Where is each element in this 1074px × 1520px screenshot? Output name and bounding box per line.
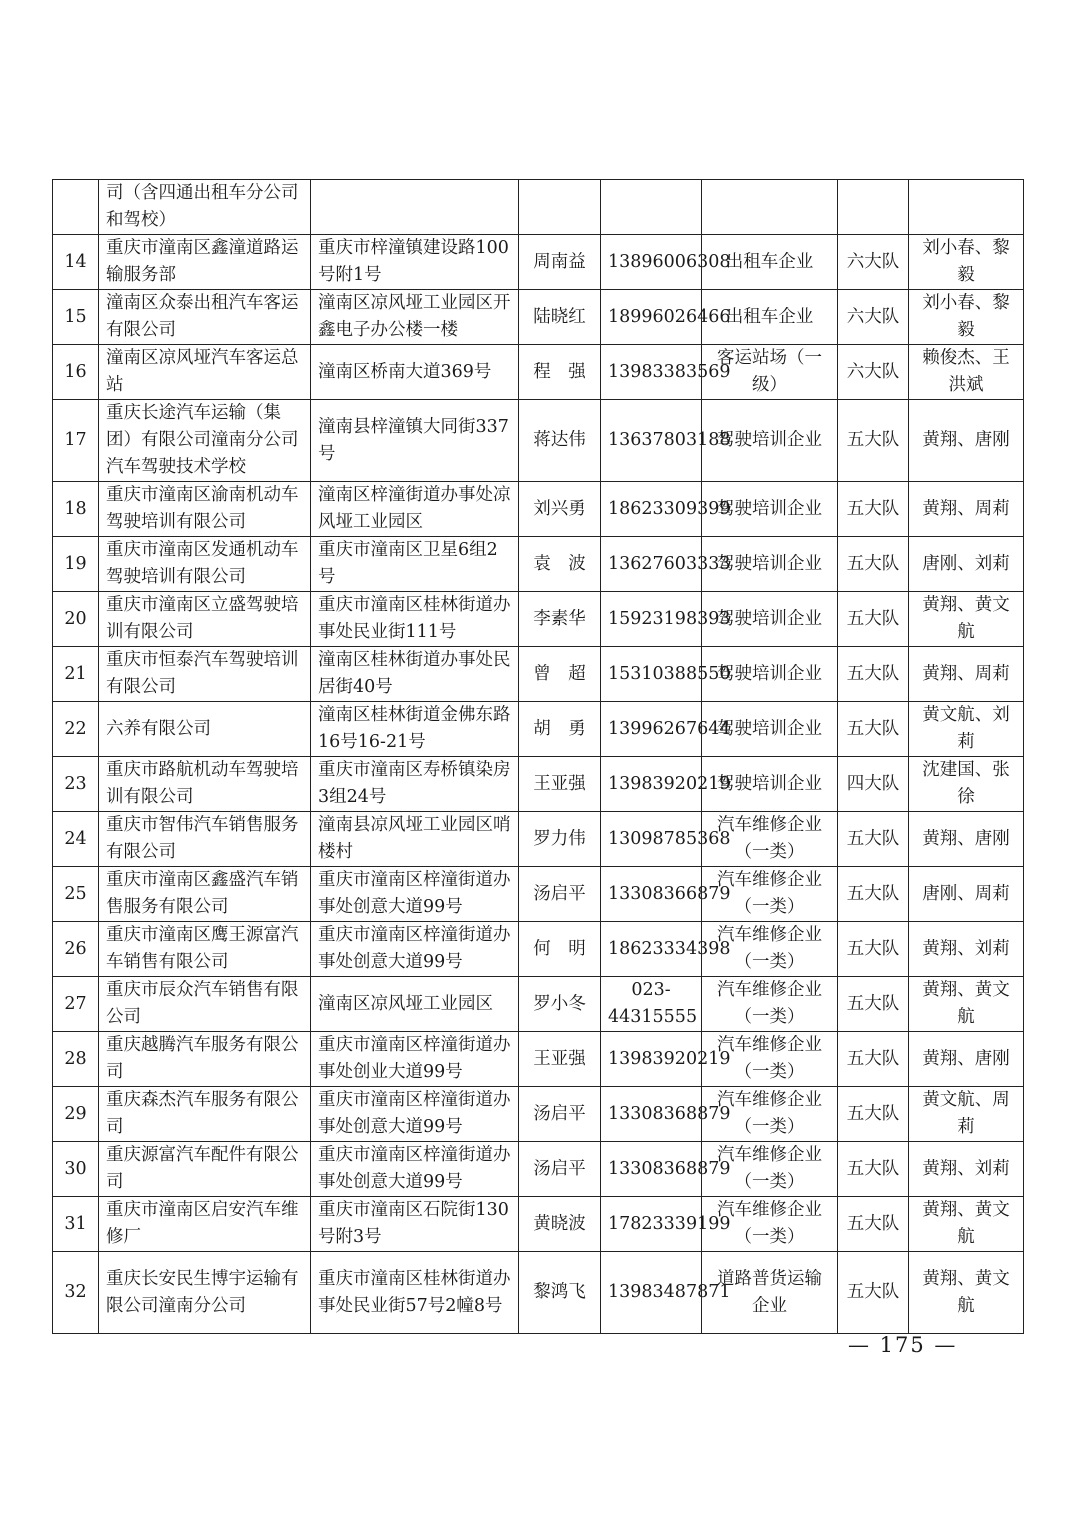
supervisors: 黄翔、黄文航 [909, 592, 1024, 647]
enforcement-team [838, 180, 909, 235]
table-row [53, 482, 1024, 537]
contact-phone: 18996026466 [601, 290, 702, 345]
company-address: 重庆市潼南区桂林街道办事处民业街57号2幢8号 [311, 1252, 519, 1334]
table-row [53, 537, 1024, 592]
enforcement-team: 五大队 [838, 400, 909, 482]
company-name: 重庆市潼南区鑫潼道路运输服务部 [99, 235, 311, 290]
enterprise-category: 汽车维修企业（一类） [702, 812, 838, 867]
supervisors: 黄翔、周莉 [909, 482, 1024, 537]
enterprise-category: 汽车维修企业（一类） [702, 922, 838, 977]
table-row [53, 1032, 1024, 1087]
company-address: 潼南区桂林街道办事处民居街40号 [311, 647, 519, 702]
company-name: 重庆市智伟汽车销售服务有限公司 [99, 812, 311, 867]
contact-phone: 18623309399 [601, 482, 702, 537]
enterprise-category: 汽车维修企业（一类） [702, 977, 838, 1032]
enterprise-category: 道路普货运输企业 [702, 1252, 838, 1334]
company-name: 重庆长安民生博宇运输有限公司潼南分公司 [99, 1252, 311, 1334]
contact-person: 袁 波 [519, 537, 601, 592]
contact-phone: 13983383569 [601, 345, 702, 400]
company-address: 潼南区梓潼街道办事处凉风垭工业园区 [311, 482, 519, 537]
enforcement-team: 六大队 [838, 345, 909, 400]
contact-phone: 13637803188 [601, 400, 702, 482]
enforcement-team: 五大队 [838, 647, 909, 702]
supervisors: 黄文航、刘莉 [909, 702, 1024, 757]
company-address: 潼南区凉风垭工业园区开鑫电子办公楼一楼 [311, 290, 519, 345]
company-address: 重庆市潼南区梓潼街道办事处创意大道99号 [311, 1142, 519, 1197]
row-number: 21 [53, 647, 99, 702]
company-address: 潼南区桂林街道金佛东路16号16-21号 [311, 702, 519, 757]
enforcement-team: 五大队 [838, 922, 909, 977]
supervisors: 沈建国、张徐 [909, 757, 1024, 812]
row-number: 32 [53, 1252, 99, 1334]
contact-phone: 15310388550 [601, 647, 702, 702]
company-name: 重庆越腾汽车服务有限公司 [99, 1032, 311, 1087]
contact-phone: 15923198393 [601, 592, 702, 647]
row-number [53, 180, 99, 235]
company-name: 重庆市潼南区渝南机动车驾驶培训有限公司 [99, 482, 311, 537]
table-row [53, 1252, 1024, 1334]
company-address: 潼南县梓潼镇大同街337号 [311, 400, 519, 482]
supervisors: 唐刚、刘莉 [909, 537, 1024, 592]
company-name: 重庆市潼南区鹰王源富汽车销售有限公司 [99, 922, 311, 977]
supervisors: 黄翔、刘莉 [909, 1142, 1024, 1197]
row-number: 18 [53, 482, 99, 537]
table-row [53, 345, 1024, 400]
contact-person: 黄晓波 [519, 1197, 601, 1252]
contact-phone: 13983487871 [601, 1252, 702, 1334]
contact-phone: 023-44315555 [601, 977, 702, 1032]
supervisors: 刘小春、黎毅 [909, 290, 1024, 345]
table-row [53, 400, 1024, 482]
contact-person: 蒋达伟 [519, 400, 601, 482]
contact-phone: 13308368879 [601, 1087, 702, 1142]
company-address: 重庆市潼南区梓潼街道办事处创业大道99号 [311, 1032, 519, 1087]
enterprise-category: 驾驶培训企业 [702, 702, 838, 757]
supervisors: 黄翔、刘莉 [909, 922, 1024, 977]
company-address: 潼南区桥南大道369号 [311, 345, 519, 400]
enforcement-team: 五大队 [838, 592, 909, 647]
company-address: 重庆市潼南区寿桥镇染房3组24号 [311, 757, 519, 812]
table-row [53, 977, 1024, 1032]
company-address: 重庆市梓潼镇建设路100号附1号 [311, 235, 519, 290]
enforcement-team: 五大队 [838, 1142, 909, 1197]
table-row [53, 1142, 1024, 1197]
enterprise-category [702, 180, 838, 235]
contact-person: 黎鸿飞 [519, 1252, 601, 1334]
row-number: 31 [53, 1197, 99, 1252]
contact-phone: 13996267644 [601, 702, 702, 757]
company-address: 重庆市潼南区梓潼街道办事处创意大道99号 [311, 867, 519, 922]
row-number: 16 [53, 345, 99, 400]
company-name: 潼南区凉风垭汽车客运总站 [99, 345, 311, 400]
contact-phone: 13308366879 [601, 867, 702, 922]
company-address [311, 180, 519, 235]
contact-person: 胡 勇 [519, 702, 601, 757]
supervisors [909, 180, 1024, 235]
table-body [53, 180, 1024, 1334]
table-row [53, 867, 1024, 922]
row-number: 30 [53, 1142, 99, 1197]
supervisors: 黄翔、黄文航 [909, 977, 1024, 1032]
company-name: 重庆源富汽车配件有限公司 [99, 1142, 311, 1197]
contact-person: 周南益 [519, 235, 601, 290]
row-number: 14 [53, 235, 99, 290]
contact-person: 何 明 [519, 922, 601, 977]
company-name: 重庆市潼南区鑫盛汽车销售服务有限公司 [99, 867, 311, 922]
row-number: 26 [53, 922, 99, 977]
supervisors: 黄翔、唐刚 [909, 812, 1024, 867]
enterprise-table [52, 179, 1024, 1334]
contact-person: 王亚强 [519, 757, 601, 812]
enforcement-team: 五大队 [838, 1087, 909, 1142]
page-number: — 175 — [848, 1333, 958, 1357]
enforcement-team: 五大队 [838, 482, 909, 537]
contact-person: 汤启平 [519, 867, 601, 922]
contact-person: 陆晓红 [519, 290, 601, 345]
enterprise-category: 驾驶培训企业 [702, 757, 838, 812]
company-name: 重庆市路航机动车驾驶培训有限公司 [99, 757, 311, 812]
contact-person: 刘兴勇 [519, 482, 601, 537]
enforcement-team: 五大队 [838, 1197, 909, 1252]
supervisors: 刘小春、黎毅 [909, 235, 1024, 290]
company-address: 重庆市潼南区梓潼街道办事处创意大道99号 [311, 1087, 519, 1142]
contact-phone: 18623334398 [601, 922, 702, 977]
enterprise-category: 驾驶培训企业 [702, 482, 838, 537]
table-row [53, 757, 1024, 812]
row-number: 23 [53, 757, 99, 812]
enterprise-category: 汽车维修企业（一类） [702, 1087, 838, 1142]
table-row [53, 180, 1024, 235]
supervisors: 黄翔、黄文航 [909, 1252, 1024, 1334]
contact-phone: 13627603333 [601, 537, 702, 592]
supervisors: 赖俊杰、王洪斌 [909, 345, 1024, 400]
table-row [53, 1197, 1024, 1252]
company-name: 六养有限公司 [99, 702, 311, 757]
enforcement-team: 五大队 [838, 977, 909, 1032]
enforcement-team: 五大队 [838, 867, 909, 922]
table-row [53, 235, 1024, 290]
contact-phone [601, 180, 702, 235]
company-address: 潼南县凉风垭工业园区哨楼村 [311, 812, 519, 867]
enterprise-category: 出租车企业 [702, 290, 838, 345]
contact-phone: 13983920219 [601, 757, 702, 812]
supervisors: 黄翔、唐刚 [909, 1032, 1024, 1087]
enterprise-category: 汽车维修企业（一类） [702, 1197, 838, 1252]
row-number: 15 [53, 290, 99, 345]
supervisors: 唐刚、周莉 [909, 867, 1024, 922]
row-number: 17 [53, 400, 99, 482]
supervisors: 黄翔、黄文航 [909, 1197, 1024, 1252]
contact-person: 罗力伟 [519, 812, 601, 867]
row-number: 20 [53, 592, 99, 647]
company-address: 重庆市潼南区桂林街道办事处民业街111号 [311, 592, 519, 647]
contact-person [519, 180, 601, 235]
enterprise-category: 汽车维修企业（一类） [702, 1142, 838, 1197]
company-name: 重庆市恒泰汽车驾驶培训有限公司 [99, 647, 311, 702]
enterprise-category: 驾驶培训企业 [702, 537, 838, 592]
contact-person: 王亚强 [519, 1032, 601, 1087]
company-name: 司（含四通出租车分公司和驾校） [99, 180, 311, 235]
row-number: 22 [53, 702, 99, 757]
company-name: 重庆市潼南区启安汽车维修厂 [99, 1197, 311, 1252]
table-row [53, 922, 1024, 977]
company-address: 潼南区凉风垭工业园区 [311, 977, 519, 1032]
enforcement-team: 五大队 [838, 1032, 909, 1087]
row-number: 27 [53, 977, 99, 1032]
company-name: 重庆市潼南区立盛驾驶培训有限公司 [99, 592, 311, 647]
contact-person: 汤启平 [519, 1087, 601, 1142]
supervisors: 黄翔、唐刚 [909, 400, 1024, 482]
table-row [53, 592, 1024, 647]
contact-phone: 13308368879 [601, 1142, 702, 1197]
table-row [53, 647, 1024, 702]
enterprise-category: 驾驶培训企业 [702, 400, 838, 482]
supervisors: 黄文航、周莉 [909, 1087, 1024, 1142]
row-number: 24 [53, 812, 99, 867]
table-row [53, 702, 1024, 757]
row-number: 29 [53, 1087, 99, 1142]
contact-person: 汤启平 [519, 1142, 601, 1197]
company-address: 重庆市潼南区石院街130号附3号 [311, 1197, 519, 1252]
enterprise-category: 客运站场（一级） [702, 345, 838, 400]
company-address: 重庆市潼南区梓潼街道办事处创意大道99号 [311, 922, 519, 977]
contact-phone: 13098785368 [601, 812, 702, 867]
supervisors: 黄翔、周莉 [909, 647, 1024, 702]
enforcement-team: 五大队 [838, 1252, 909, 1334]
row-number: 28 [53, 1032, 99, 1087]
enforcement-team: 五大队 [838, 812, 909, 867]
enforcement-team: 四大队 [838, 757, 909, 812]
enterprise-category: 驾驶培训企业 [702, 647, 838, 702]
company-name: 重庆市潼南区发通机动车驾驶培训有限公司 [99, 537, 311, 592]
table-row [53, 812, 1024, 867]
contact-phone: 13983920219 [601, 1032, 702, 1087]
contact-person: 罗小冬 [519, 977, 601, 1032]
company-name: 重庆长途汽车运输（集团）有限公司潼南分公司汽车驾驶技术学校 [99, 400, 311, 482]
enforcement-team: 五大队 [838, 702, 909, 757]
company-name: 潼南区众泰出租汽车客运有限公司 [99, 290, 311, 345]
row-number: 19 [53, 537, 99, 592]
enterprise-category: 驾驶培训企业 [702, 592, 838, 647]
row-number: 25 [53, 867, 99, 922]
contact-person: 程 强 [519, 345, 601, 400]
table-row [53, 1087, 1024, 1142]
contact-person: 李素华 [519, 592, 601, 647]
enforcement-team: 五大队 [838, 537, 909, 592]
enforcement-team: 六大队 [838, 235, 909, 290]
table-row [53, 290, 1024, 345]
company-address: 重庆市潼南区卫星6组2号 [311, 537, 519, 592]
company-name: 重庆森杰汽车服务有限公司 [99, 1087, 311, 1142]
enforcement-team: 六大队 [838, 290, 909, 345]
contact-phone: 13896006308 [601, 235, 702, 290]
enterprise-category: 出租车企业 [702, 235, 838, 290]
enterprise-category: 汽车维修企业（一类） [702, 867, 838, 922]
company-name: 重庆市辰众汽车销售有限公司 [99, 977, 311, 1032]
contact-person: 曾 超 [519, 647, 601, 702]
enterprise-category: 汽车维修企业（一类） [702, 1032, 838, 1087]
contact-phone: 17823339199 [601, 1197, 702, 1252]
